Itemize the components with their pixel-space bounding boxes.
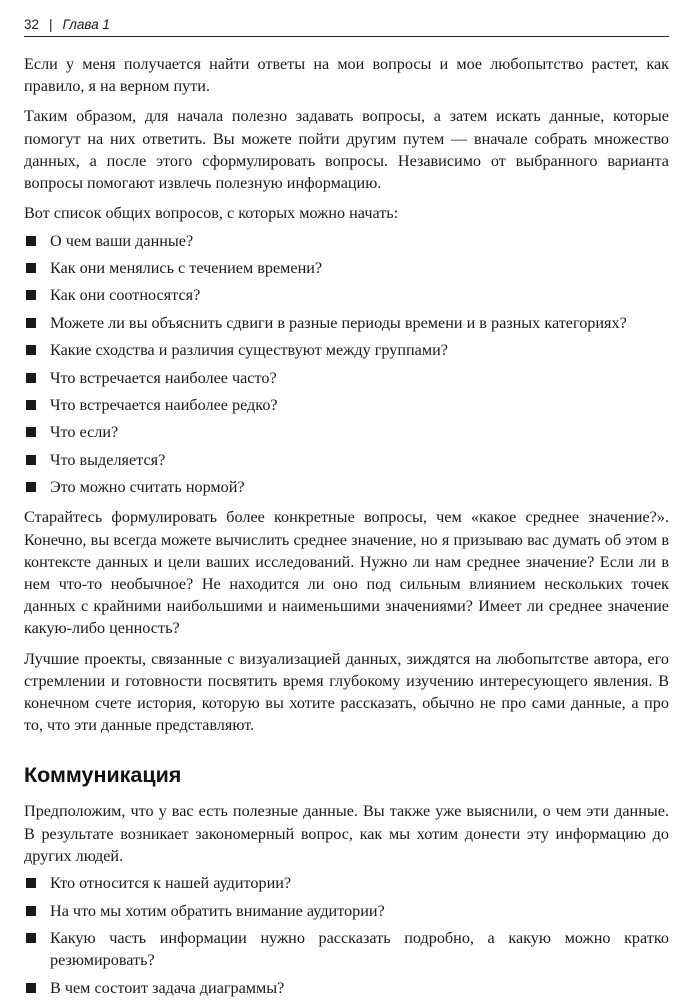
paragraph-communication: Предположим, что у вас есть полезные данные. Вы также уже выяснили, о чем эти данные. В результате возникает закономерный вопрос, как мы хотим донести эту информацию до других людей.: [24, 802, 669, 865]
page-number: 32: [24, 16, 40, 32]
paragraph-ask-questions: Таким образом, для начала полезно задавать вопросы, а затем искать данные, которые помогут на них ответить. Вы можете пойти другим путем — вначале собрать множество данных, а после этого сформулировать вопросы. Независимо от выбранного варианта вопросы помогают извлечь полезную информацию.: [24, 107, 669, 193]
list-item: На что мы хотим обратить внимание аудитории?: [24, 900, 669, 922]
paragraph-best-projects: Лучшие проекты, связанные с визуализацией данных, зиждятся на любопытстве автора, его стремлении и готовности посвятить время глубокому изучению интересующего явления. В конечном счете история, которую вы хотите рассказать, обычно не про сами данные, а про то, что эти данные представляют.: [24, 649, 669, 735]
square-bullet-icon: [26, 455, 36, 465]
square-bullet-icon: [26, 906, 36, 916]
paragraph-list-intro: Вот список общих вопросов, с которых можно начать:: [24, 204, 399, 223]
section-title: Коммуникация: [24, 763, 182, 788]
square-bullet-icon: [26, 400, 36, 410]
square-bullet-icon: [26, 983, 36, 993]
list-item: Это можно считать нормой?: [24, 476, 669, 498]
paragraph-average-value: Старайтесь формулировать более конкретные вопросы, чем «какое среднее значение?». Конечно, вы всегда можете вычислить среднее значение, но я призываю вас думать об этом в контексте данных и цели ваших исследований. Нужно ли нам среднее значение? Если ли в нем что-то необычное? Не находится ли оно под сильным влиянием нескольких точек данных с крайними наибольшими и наименьшими значениями? Имеет ли среднее значение какую-либо ценность?: [24, 508, 669, 638]
list-item: Какие сходства и различия существуют между группами?: [24, 339, 669, 361]
square-bullet-icon: [26, 933, 36, 943]
chapter-label: Глава 1: [62, 16, 110, 32]
list-item: Как они соотносятся?: [24, 284, 669, 306]
square-bullet-icon: [26, 482, 36, 492]
square-bullet-icon: [26, 427, 36, 437]
list-item: Что встречается наиболее редко?: [24, 394, 669, 416]
paragraph-curiosity: Если у меня получается найти ответы на мои вопросы и мое любопытство растет, как правило, я на верном пути.: [24, 55, 669, 96]
running-head: [24, 14, 669, 34]
square-bullet-icon: [26, 290, 36, 300]
square-bullet-icon: [26, 263, 36, 273]
square-bullet-icon: [26, 373, 36, 383]
book-page: [24, 14, 669, 999]
square-bullet-icon: [26, 318, 36, 328]
communication-questions-list: [24, 872, 669, 999]
header-separator: |: [49, 16, 53, 32]
list-item: Можете ли вы объяснить сдвиги в разные периоды времени и в разных категориях?: [24, 312, 669, 334]
list-item: Что выделяется?: [24, 449, 669, 471]
list-item: Кто относится к нашей аудитории?: [24, 872, 669, 894]
questions-list: [24, 230, 669, 499]
list-item: О чем ваши данные?: [24, 230, 669, 252]
header-rule: [24, 36, 669, 37]
square-bullet-icon: [26, 345, 36, 355]
list-item: Что встречается наиболее часто?: [24, 367, 669, 389]
square-bullet-icon: [26, 878, 36, 888]
square-bullet-icon: [26, 236, 36, 246]
list-item: В чем состоит задача диаграммы?: [24, 977, 669, 999]
list-item: Какую часть информации нужно рассказать подробно, а какую можно кратко резюмировать?: [24, 927, 669, 971]
list-item: Как они менялись с течением времени?: [24, 257, 669, 279]
list-item: Что если?: [24, 421, 669, 443]
